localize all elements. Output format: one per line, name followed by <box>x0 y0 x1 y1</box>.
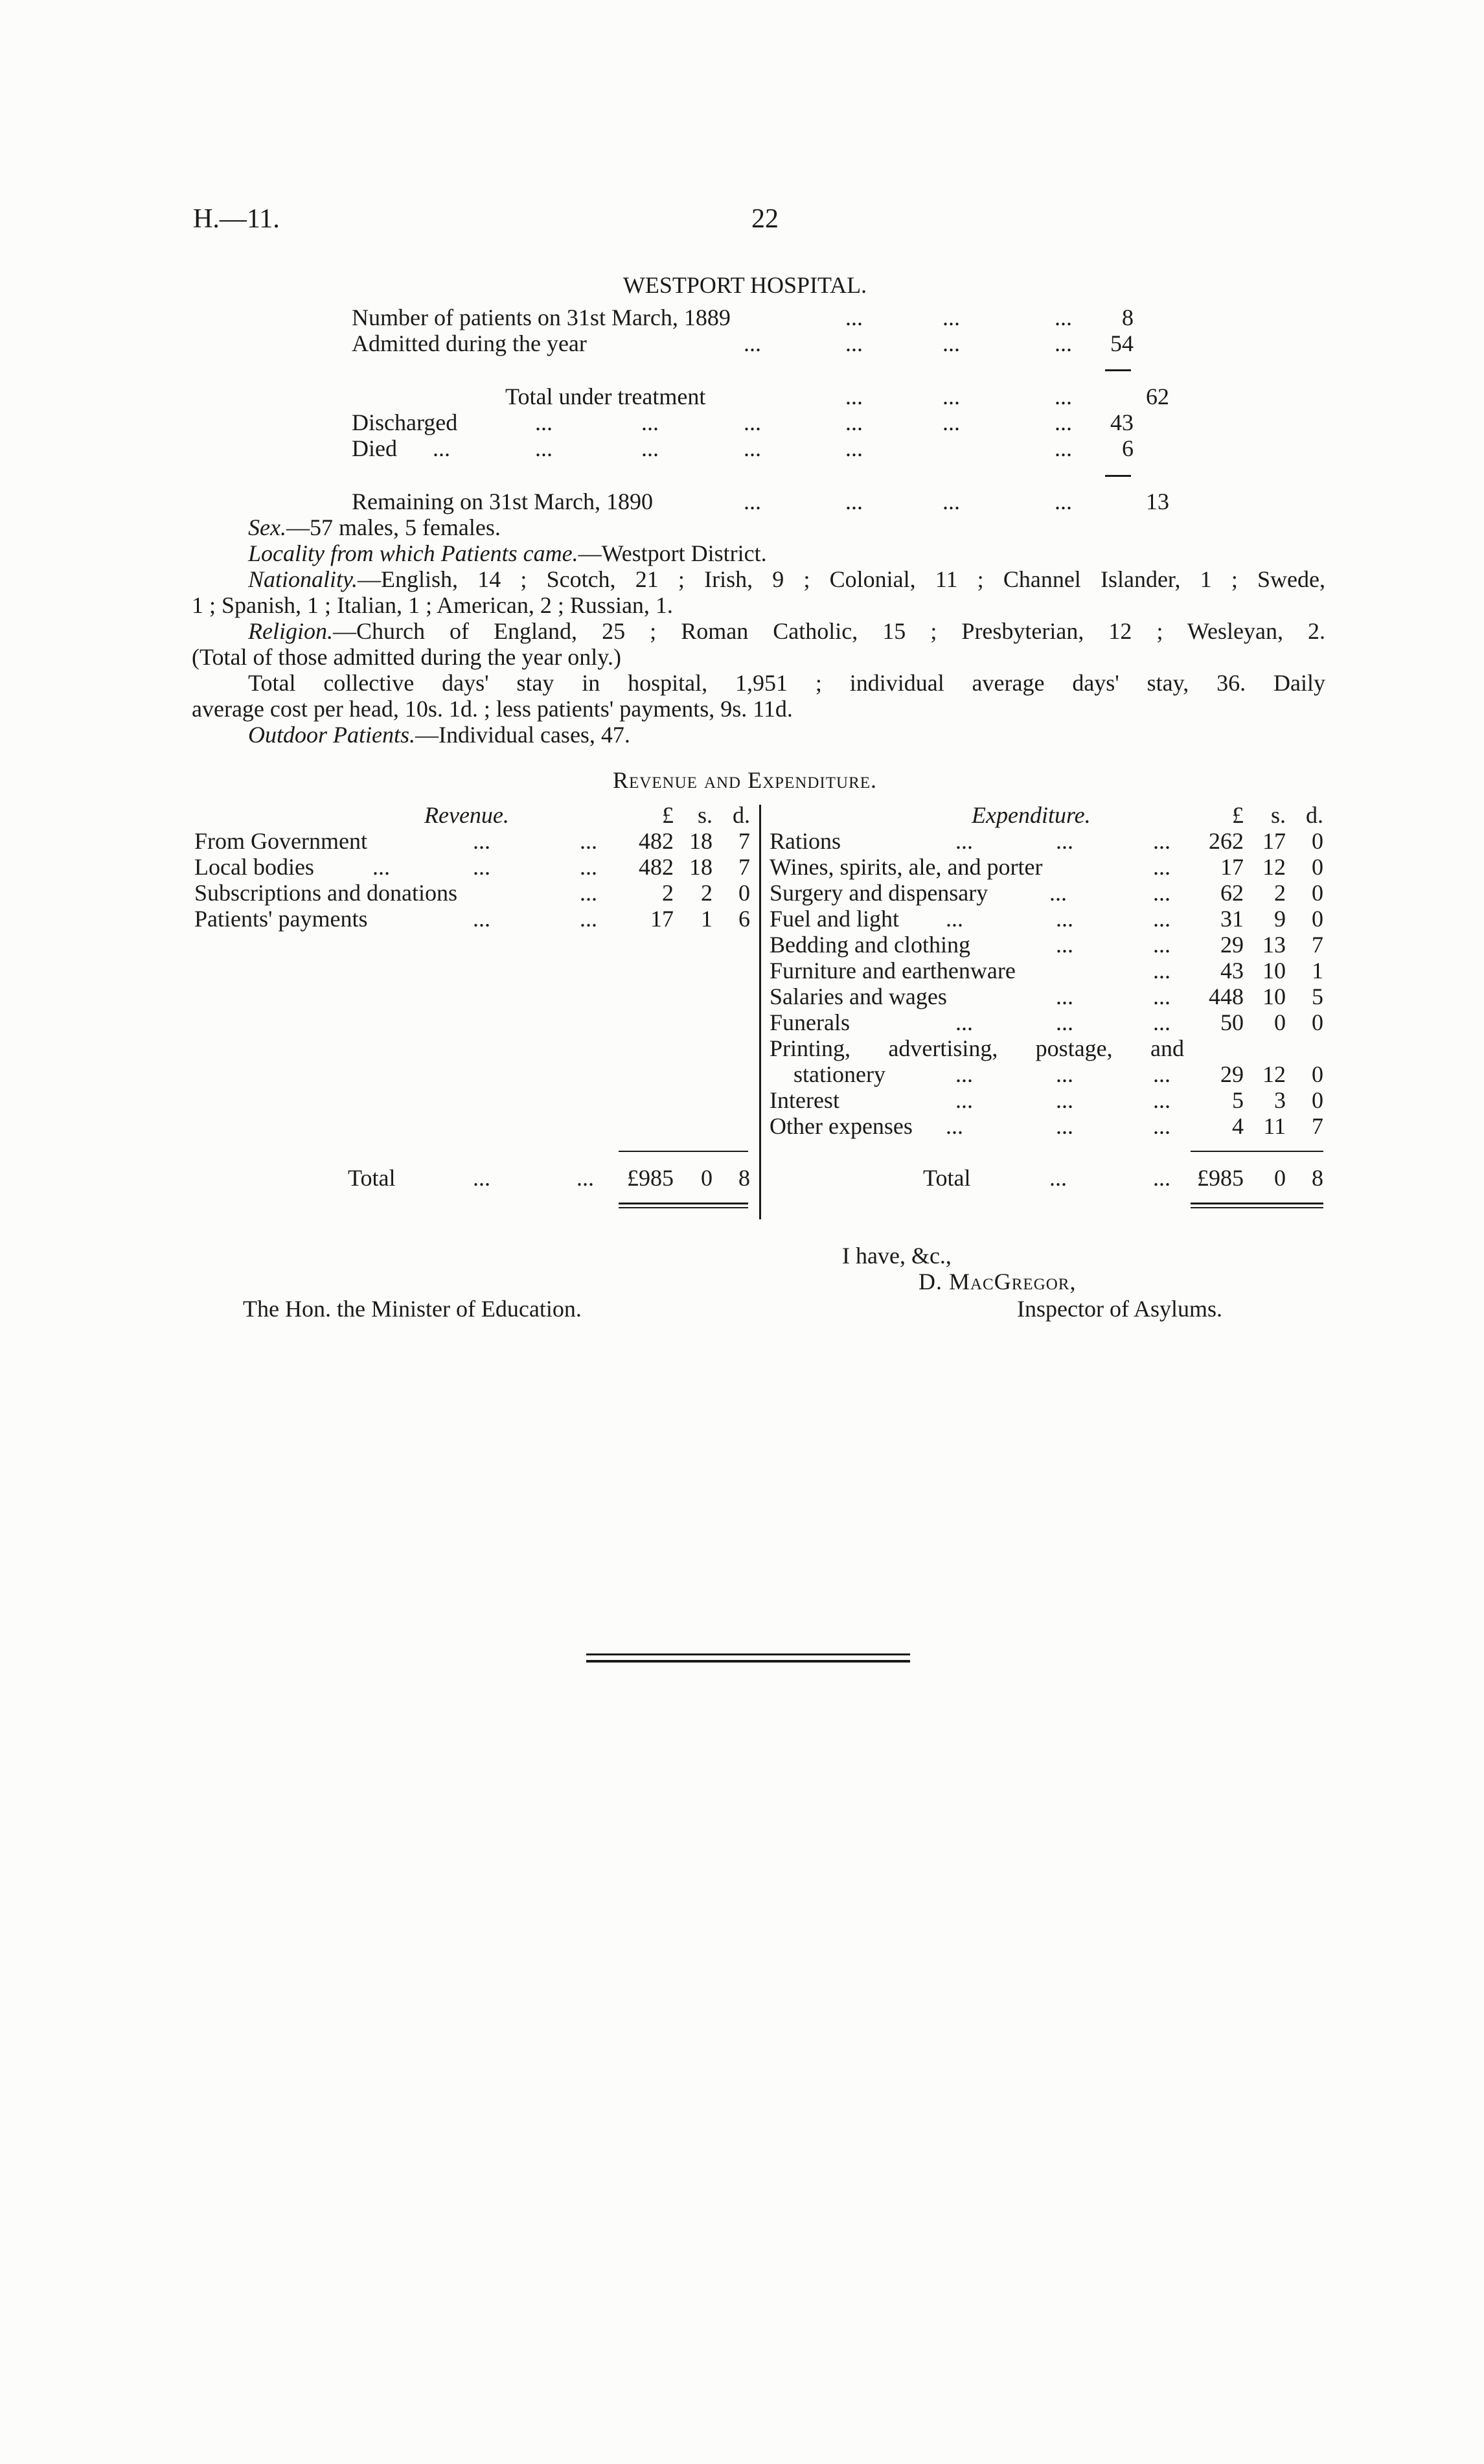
end-rule <box>586 1660 910 1663</box>
expenditure-pence: 7 <box>1312 932 1323 958</box>
col-pounds: £ <box>662 802 674 828</box>
outdoor-label: Outdoor Patients. <box>248 722 415 748</box>
revenue-label: Subscriptions and donations <box>194 880 457 906</box>
census-label: Total under treatment <box>505 384 706 409</box>
expenditure-shillings: 11 <box>1263 1113 1286 1139</box>
expenditure-label: Bedding and clothing <box>770 932 970 958</box>
expenditure-shillings: 13 <box>1262 932 1286 958</box>
accounts-heading: Revenue and Expenditure. <box>612 767 878 793</box>
stay-line: Total collective days' stay in hospital, 1,951 ; individual average days' stay, 36. Daily <box>248 670 1325 696</box>
expenditure-pence: 1 <box>1312 958 1323 984</box>
revenue-total-label: Total <box>348 1165 396 1191</box>
revenue-pounds: 482 <box>639 854 674 880</box>
expenditure-pounds: 62 <box>1220 880 1244 906</box>
religion-label: Religion. <box>248 618 333 644</box>
revenue-pounds: 2 <box>662 880 674 906</box>
col-pence: d. <box>733 802 750 828</box>
signatory-name: D. MacGregor, <box>919 1269 1077 1295</box>
census-value: 43 <box>1110 409 1134 435</box>
expenditure-label: stationery <box>793 1061 885 1087</box>
double-rule <box>1191 1207 1323 1208</box>
expenditure-pence: 7 <box>1312 1113 1323 1139</box>
double-rule <box>619 1207 748 1208</box>
expenditure-total-shillings: 0 <box>1274 1165 1286 1191</box>
expenditure-pounds: 31 <box>1220 906 1244 932</box>
expenditure-pounds: 50 <box>1220 1009 1244 1035</box>
total-rule <box>1191 1151 1323 1152</box>
expenditure-total-pence: 8 <box>1312 1165 1323 1191</box>
col-shillings: s. <box>697 802 713 828</box>
locality-text: —Westport District. <box>578 540 767 566</box>
expenditure-total-pounds: £985 <box>1197 1165 1244 1191</box>
sex-text: —57 males, 5 females. <box>286 514 501 540</box>
stay-line-2: average cost per head, 10s. 1d. ; less patients' payments, 9s. 11d. <box>192 696 793 722</box>
revenue-pence: 6 <box>738 906 750 932</box>
expenditure-pounds: 4 <box>1232 1113 1244 1139</box>
locality-line <box>248 540 767 566</box>
census-label: Remaining on 31st March, 1890 <box>352 489 653 514</box>
expenditure-pence: 0 <box>1312 1087 1323 1113</box>
revenue-total-shillings: 0 <box>701 1165 713 1191</box>
expenditure-pounds: 43 <box>1220 958 1244 984</box>
revenue-pence: 0 <box>738 880 750 906</box>
signatory-title: Inspector of Asylums. <box>1017 1296 1222 1322</box>
census-value: 13 <box>1146 489 1169 514</box>
addressee: The Hon. the Minister of Education. <box>243 1296 582 1322</box>
expenditure-label: Fuel and light <box>770 906 899 932</box>
expenditure-pounds: 262 <box>1209 828 1244 854</box>
revenue-shillings: 2 <box>701 880 713 906</box>
expenditure-pence: 0 <box>1312 880 1323 906</box>
religion-line-2: (Total of those admitted during the year only.) <box>192 644 621 670</box>
expenditure-pence: 0 <box>1312 1061 1323 1087</box>
revenue-shillings: 1 <box>701 906 713 932</box>
nationality-line <box>248 566 1325 592</box>
expenditure-shillings: 2 <box>1274 880 1286 906</box>
expenditure-label: Other expenses <box>770 1113 913 1139</box>
expenditure-pence: 5 <box>1312 984 1323 1009</box>
sex-line <box>248 514 501 540</box>
col-shillings: s. <box>1270 802 1286 828</box>
religion-line <box>248 618 1325 644</box>
sex-label: Sex. <box>248 514 286 540</box>
expenditure-pence: 0 <box>1312 1009 1323 1035</box>
expenditure-shillings: 0 <box>1274 1009 1286 1035</box>
double-rule <box>619 1203 748 1204</box>
revenue-label: Local bodies <box>194 854 314 880</box>
nationality-label: Nationality. <box>248 566 358 592</box>
expenditure-shillings: 3 <box>1274 1087 1286 1113</box>
revenue-pounds: 17 <box>650 906 674 932</box>
revenue-total-pence: 8 <box>738 1165 750 1191</box>
revenue-pence: 7 <box>738 828 750 854</box>
expenditure-label: Interest <box>770 1087 839 1113</box>
revenue-shillings: 18 <box>689 854 713 880</box>
expenditure-pounds: 5 <box>1232 1087 1244 1113</box>
outdoor-line <box>248 722 630 748</box>
expenditure-label: Salaries and wages <box>770 984 947 1009</box>
census-value: 6 <box>1122 435 1134 461</box>
census-value: 8 <box>1122 305 1134 330</box>
expenditure-shillings: 12 <box>1262 854 1286 880</box>
expenditure-shillings: 10 <box>1262 958 1286 984</box>
expenditure-pence: 0 <box>1312 828 1323 854</box>
total-rule <box>619 1151 748 1152</box>
expenditure-shillings: 12 <box>1262 1061 1286 1087</box>
expenditure-pounds: 29 <box>1220 932 1244 958</box>
col-pence: d. <box>1306 802 1323 828</box>
outdoor-text: —Individual cases, 47. <box>415 722 630 748</box>
expenditure-total-label: Total <box>923 1165 971 1191</box>
expenditure-label: Wines, spirits, ale, and porter <box>770 854 1043 880</box>
end-rule <box>586 1653 910 1655</box>
religion-text: —Church of England, 25 ; Roman Catholic, 15 ; Presbyterian, 12 ; Wesleyan, 2. <box>332 618 1325 644</box>
expenditure-heading: Expenditure. <box>972 802 1091 828</box>
expenditure-label: Printing, advertising, postage, and <box>770 1035 1184 1061</box>
expenditure-label: Surgery and dispensary <box>770 880 988 906</box>
revenue-label: From Government <box>194 828 367 854</box>
expenditure-label: Funerals <box>770 1009 850 1035</box>
revenue-total-pounds: £985 <box>627 1165 674 1191</box>
census-value: 54 <box>1110 330 1134 356</box>
closing: I have, &c., <box>842 1243 952 1269</box>
census-label: Number of patients on 31st March, 1889 <box>352 305 731 330</box>
expenditure-shillings: 9 <box>1274 906 1286 932</box>
revenue-shillings: 18 <box>689 828 713 854</box>
section-title: WESTPORT HOSPITAL. <box>622 272 867 298</box>
expenditure-pounds: 448 <box>1209 984 1244 1009</box>
expenditure-pounds: 29 <box>1220 1061 1244 1087</box>
expenditure-pence: 0 <box>1312 906 1323 932</box>
nationality-line-2: 1 ; Spanish, 1 ; Italian, 1 ; American, 2 ; Russian, 1. <box>192 592 673 618</box>
expenditure-label: Rations <box>770 828 841 854</box>
census-label: Died <box>352 435 397 461</box>
expenditure-shillings: 10 <box>1262 984 1286 1009</box>
census-label: Discharged <box>352 409 458 435</box>
expenditure-pounds: 17 <box>1220 854 1244 880</box>
double-rule <box>1191 1203 1323 1204</box>
col-pounds: £ <box>1232 802 1244 828</box>
expenditure-shillings: 17 <box>1262 828 1286 854</box>
expenditure-pence: 0 <box>1312 854 1323 880</box>
sum-rule <box>1105 369 1131 371</box>
column-divider <box>759 805 761 1219</box>
revenue-label: Patients' payments <box>194 906 368 932</box>
revenue-pence: 7 <box>738 854 750 880</box>
page-code: H.—11. <box>193 204 280 234</box>
revenue-heading: Revenue. <box>424 802 509 828</box>
revenue-pounds: 482 <box>639 828 674 854</box>
locality-label: Locality from which Patients came. <box>248 540 578 566</box>
sum-rule <box>1105 475 1131 477</box>
nationality-text: —English, 14 ; Scotch, 21 ; Irish, 9 ; Colonial, 11 ; Channel Islander, 1 ; Swede, <box>358 566 1325 592</box>
page-number: 22 <box>751 204 779 234</box>
census-value: 62 <box>1146 384 1169 409</box>
expenditure-label: Furniture and earthenware <box>770 958 1016 984</box>
census-label: Admitted during the year <box>352 330 587 356</box>
